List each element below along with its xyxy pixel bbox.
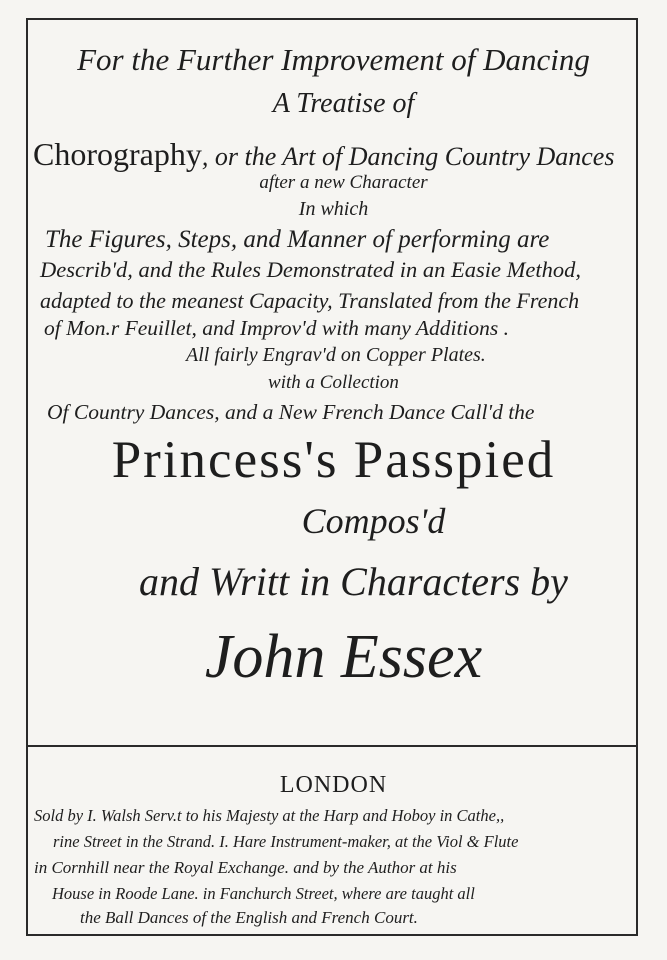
imprint-line-4: House in Roode Lane. in Fanchurch Street, where are taught all [52, 884, 475, 903]
imprint-city: LONDON [279, 772, 388, 798]
imprint-line-1: Sold by I. Walsh Serv.t to his Majesty at the Harp and Hoboy in Cathe,, [34, 806, 505, 825]
title-line-6: The Figures, Steps, and Manner of performing are [45, 226, 550, 253]
title-line-14: Compos'd [301, 501, 446, 541]
title-line-8: adapted to the meanest Capacity, Translated from the French [40, 288, 580, 313]
title-line-11: with a Collection [268, 372, 399, 393]
title-line-2: A Treatise of [272, 88, 415, 119]
imprint-line-5: the Ball Dances of the English and French Court. [80, 908, 418, 927]
chorography-word: Chorography [33, 136, 202, 172]
title-line-3-rest: , or the Art of Dancing Country Dances [201, 142, 615, 171]
title-line-10: All fairly Engrav'd on Copper Plates. [186, 344, 486, 366]
title-line-5: In which [298, 198, 369, 220]
title-line-4: after a new Character [259, 172, 428, 193]
imprint-line-3: in Cornhill near the Royal Exchange. and by the Author at his [34, 858, 457, 877]
dance-title: Princess's Passpied [111, 431, 556, 489]
author-name: John Essex [204, 623, 483, 691]
title-line-3 [33, 136, 614, 173]
imprint-line-2: rine Street in the Strand. I. Hare Instrument-maker, at the Viol & Flute [53, 832, 519, 851]
title-line-1: For the Further Improvement of Dancing [77, 42, 590, 77]
title-line-7: Describ'd, and the Rules Demonstrated in an Easie Method, [40, 257, 581, 282]
title-line-12: Of Country Dances, and a New French Dance Call'd the [47, 400, 535, 424]
title-line-9: of Mon.r Feuillet, and Improv'd with many Additions . [44, 316, 510, 340]
title-line-15: and Writt in Characters by [139, 559, 568, 604]
imprint-divider [26, 745, 638, 747]
